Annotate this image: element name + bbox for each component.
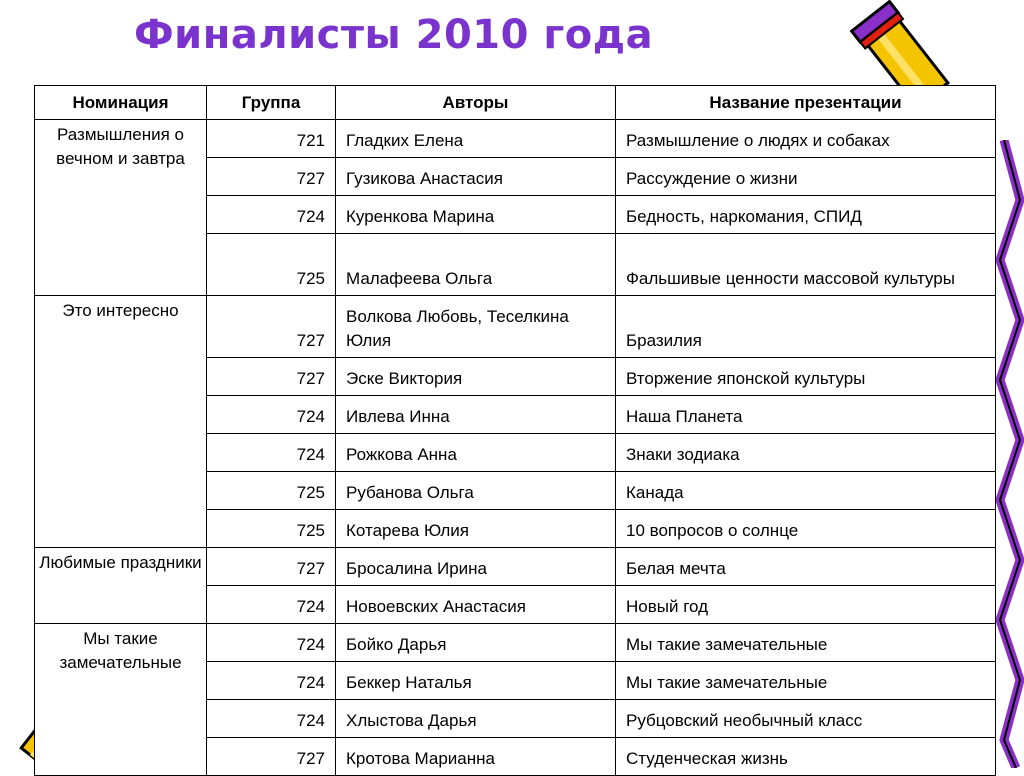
presentation-cell: Белая мечта bbox=[616, 548, 996, 586]
presentation-cell: Канада bbox=[616, 472, 996, 510]
presentation-cell: Вторжение японской культуры bbox=[616, 358, 996, 396]
authors-cell: Гладких Елена bbox=[336, 120, 616, 158]
presentation-cell: Мы такие замечательные bbox=[616, 624, 996, 662]
group-cell: 725 bbox=[207, 234, 336, 296]
presentation-cell: Новый год bbox=[616, 586, 996, 624]
table-row bbox=[35, 548, 996, 586]
header-authors: Авторы bbox=[336, 86, 616, 120]
nomination-cell: Мы такие замечательные bbox=[35, 624, 207, 776]
presentation-cell: Студенческая жизнь bbox=[616, 738, 996, 776]
authors-cell: Котарева Юлия bbox=[336, 510, 616, 548]
group-cell: 724 bbox=[207, 196, 336, 234]
table-row bbox=[35, 624, 996, 662]
authors-cell: Бросалина Ирина bbox=[336, 548, 616, 586]
authors-cell: Беккер Наталья bbox=[336, 662, 616, 700]
authors-cell: Новоевских Анастасия bbox=[336, 586, 616, 624]
group-cell: 727 bbox=[207, 158, 336, 196]
authors-cell: Гузикова Анастасия bbox=[336, 158, 616, 196]
presentation-cell: Знаки зодиака bbox=[616, 434, 996, 472]
group-cell: 724 bbox=[207, 586, 336, 624]
nomination-cell: Размышления о вечном и завтра bbox=[35, 120, 207, 296]
group-cell: 727 bbox=[207, 548, 336, 586]
authors-cell: Куренкова Марина bbox=[336, 196, 616, 234]
nomination-cell: Любимые праздники bbox=[35, 548, 207, 624]
group-cell: 724 bbox=[207, 700, 336, 738]
group-cell: 727 bbox=[207, 358, 336, 396]
presentation-cell: Бразилия bbox=[616, 296, 996, 358]
authors-cell: Ивлева Инна bbox=[336, 396, 616, 434]
presentation-cell: Размышление о людях и собаках bbox=[616, 120, 996, 158]
authors-cell: Эске Виктория bbox=[336, 358, 616, 396]
presentation-cell: Бедность, наркомания, СПИД bbox=[616, 196, 996, 234]
presentation-cell: Рассуждение о жизни bbox=[616, 158, 996, 196]
group-cell: 727 bbox=[207, 296, 336, 358]
group-cell: 724 bbox=[207, 662, 336, 700]
presentation-cell: Мы такие замечательные bbox=[616, 662, 996, 700]
group-cell: 725 bbox=[207, 472, 336, 510]
group-cell: 724 bbox=[207, 624, 336, 662]
authors-cell: Рубанова Ольга bbox=[336, 472, 616, 510]
table-header-row bbox=[35, 86, 996, 120]
group-cell: 724 bbox=[207, 396, 336, 434]
page-title: Финалисты 2010 года bbox=[134, 12, 654, 58]
group-cell: 725 bbox=[207, 510, 336, 548]
presentation-cell: Рубцовский необычный класс bbox=[616, 700, 996, 738]
table-row bbox=[35, 296, 996, 358]
authors-cell: Кротова Марианна bbox=[336, 738, 616, 776]
pencil-icon bbox=[848, 0, 968, 96]
authors-cell: Рожкова Анна bbox=[336, 434, 616, 472]
authors-cell: Бойко Дарья bbox=[336, 624, 616, 662]
nomination-cell: Это интересно bbox=[35, 296, 207, 548]
table-row bbox=[35, 120, 996, 158]
group-cell: 727 bbox=[207, 738, 336, 776]
authors-cell: Хлыстова Дарья bbox=[336, 700, 616, 738]
header-presentation: Название презентации bbox=[616, 86, 996, 120]
finalists-table bbox=[34, 85, 996, 776]
group-cell: 724 bbox=[207, 434, 336, 472]
presentation-cell: Фальшивые ценности массовой культуры bbox=[616, 234, 996, 296]
header-group: Группа bbox=[207, 86, 336, 120]
authors-cell: Волкова Любовь, Теселкина Юлия bbox=[336, 296, 616, 358]
presentation-cell: Наша Планета bbox=[616, 396, 996, 434]
header-nomination: Номинация bbox=[35, 86, 207, 120]
presentation-cell: 10 вопросов о солнце bbox=[616, 510, 996, 548]
group-cell: 721 bbox=[207, 120, 336, 158]
authors-cell: Малафеева Ольга bbox=[336, 234, 616, 296]
